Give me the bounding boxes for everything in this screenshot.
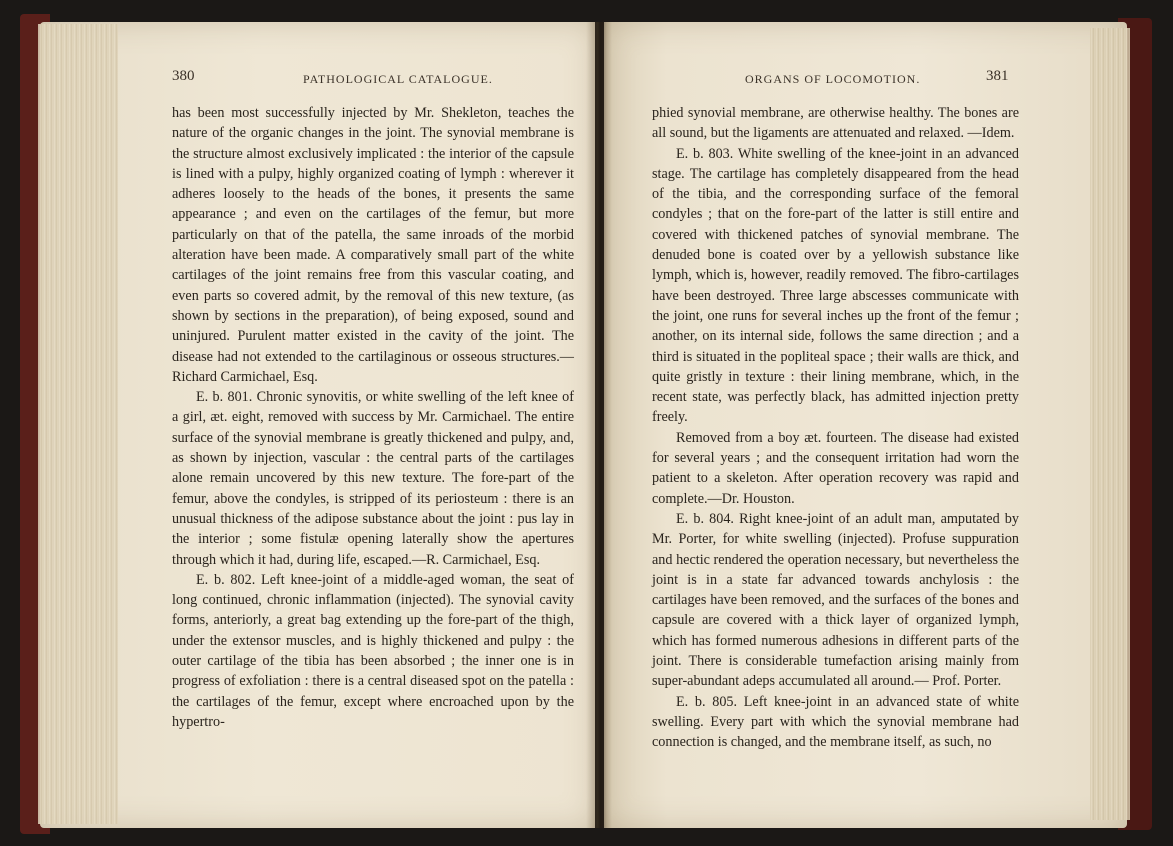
paragraph: has been most successfully injected by Mr. Shekleton, teaches the nature of the organic changes in the joint. The synovial membrane is the structure almost exclusively implicated : the interior of the capsule is lined with a pulpy, highly organized coating of lymph : wherever it adheres loosely to the heads of the bones, it presents the same appearance ; and even on the cartilages of the femur, but more particularly on that of the patella, the same inroads of the morbid alteration have been made. A comparatively small part of the white cartilages of the joint remains free from this vascular coating, and even parts so covered admit, by the removal of this new texture, (as shown by sections in the preparation), of being exposed, sound and uninjured. Purulent matter existed in the cavity of the joint. The disease had not extended to the cartilaginous or osseous structures.—Richard Carmichael, Esq. xyxy=(172,105,574,385)
right-page-number: 381 xyxy=(986,68,1009,84)
paragraph: phied synovial membrane, are otherwise healthy. The bones are all sound, but the ligaments are attenuated and relaxed. —Idem. xyxy=(652,105,1019,142)
page-edges-right xyxy=(1090,28,1130,820)
paragraph: E. b. 802. Left knee-joint of a middle-aged woman, the seat of long continued, chronic inflammation (injected). The synovial cavity forms, anteriorly, a great bag extending up the fore-part of the thigh, under the extensor muscles, and is highly thickened and pulpy : the outer cartilage of the tibia has been absorbed ; the inner one is in progress of exfoliation : there is a central diseased spot on the patella : the cartilages of the femur, except where encroached upon by the hypertro- xyxy=(172,571,574,730)
book-gutter xyxy=(586,22,612,828)
left-running-head: PATHOLOGICAL CATALOGUE. xyxy=(303,72,493,86)
paragraph: E. b. 803. White swelling of the knee-joint in an advanced stage. The cartilage has completely disappeared from the head of the tibia, and the corresponding surface of the femoral condyles ; that on the fore-part of the latter is still entire and covered with thickened patches of synovial membrane. The denuded bone is coated over by a yellowish substance like lymph, which is, however, readily removed. The fibro-cartilages have been destroyed. Three large abscesses communicate with the joint, one runs for several inches up the front of the femur ; another, on its internal side, follows the same direction ; and a third is situated in the popliteal space ; their walls are thick, and quite gristly in texture : their lining membrane, which, in the recent state, was perfectly black, has admitted injection pretty freely. xyxy=(652,145,1019,426)
left-page-text xyxy=(172,103,574,732)
left-page-number: 380 xyxy=(172,68,195,84)
paragraph: Removed from a boy æt. fourteen. The disease had existed for several years ; and the consequent irritation had worn the patient to a skeleton. After operation recovery was rapid and complete.—Dr. Houston. xyxy=(652,429,1019,507)
paragraph: E. b. 805. Left knee-joint in an advanced state of white swelling. Every part with which the synovial membrane had connection is changed, and the membrane itself, as such, no xyxy=(652,693,1019,751)
paragraph: E. b. 801. Chronic synovitis, or white swelling of the left knee of a girl, æt. eight, removed with success by Mr. Carmichael. The entire surface of the synovial membrane is greatly thickened and pulpy, and, as shown by injection, vascular : the central parts of the cartilages alone remain uncovered by this new texture. The fore-part of the femur, above the condyles, is stripped of its periosteum : there is an unusual thickness of the adipose substance about the joint : pus lay in the interior ; some fistulæ opening laterally show the apertures through which it had, during life, escaped.—R. Carmichael, Esq. xyxy=(172,389,574,568)
paragraph: E. b. 804. Right knee-joint of an adult man, amputated by Mr. Porter, for white swelling (injected). Profuse suppuration and hectic rendered the operation necessary, but nevertheless the joint is in a state far advanced towards anchylosis : the cartilages have been removed, and the surfaces of the bones and capsule are covered with a thick layer of organized lymph, which has formed numerous adhesions in different parts of the joint. There is considerable tumefaction arising mainly from super-abundant adeps accumulated all around.— Prof. Porter. xyxy=(652,510,1019,690)
right-running-head: ORGANS OF LOCOMOTION. xyxy=(745,72,921,86)
page-edges-left xyxy=(38,24,118,824)
right-page-text xyxy=(652,103,1019,753)
